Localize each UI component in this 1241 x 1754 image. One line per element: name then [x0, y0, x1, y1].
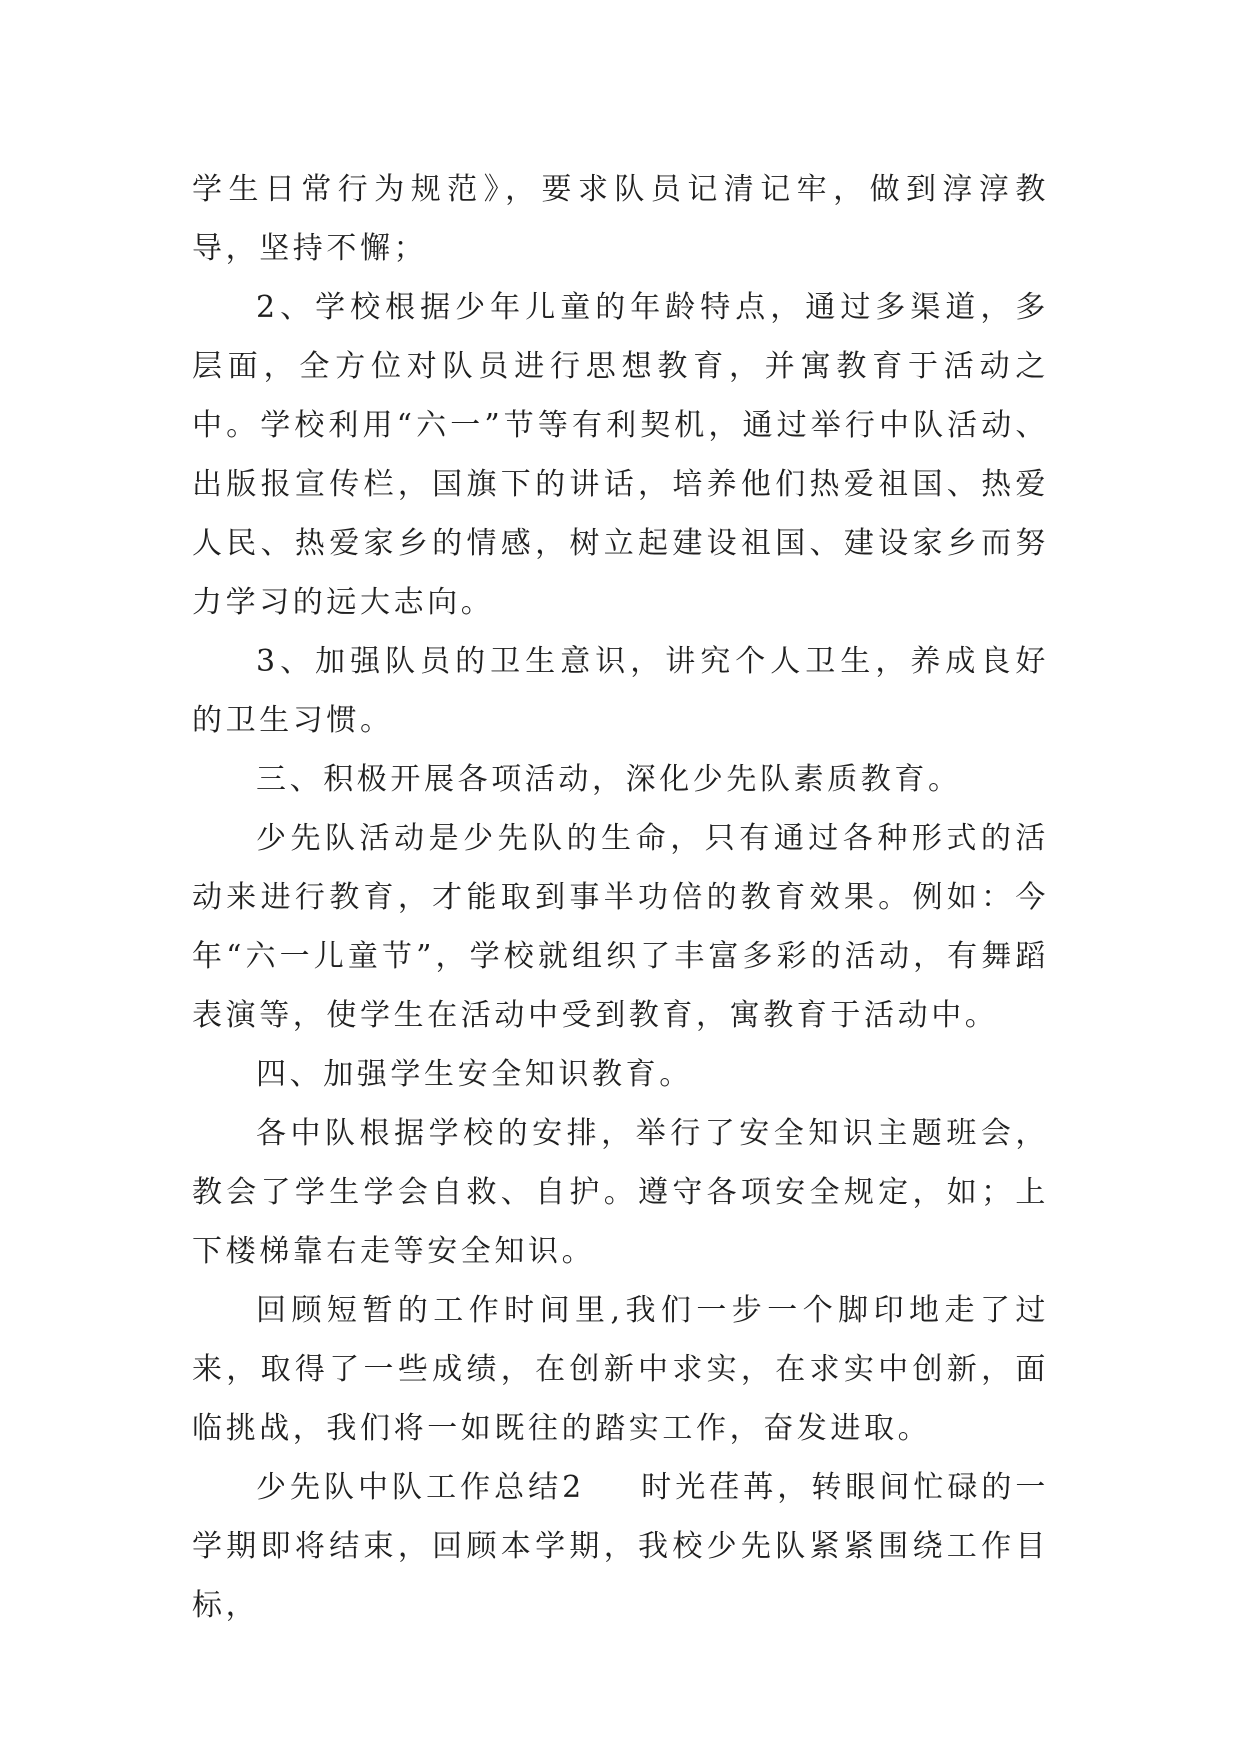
- summary-2-heading: 少先队中队工作总结2: [256, 1470, 585, 1505]
- section-heading-4: 四、加强学生安全知识教育。: [256, 1057, 693, 1092]
- paragraph-activities: 少先队活动是少先队的生命，只有通过各种形式的活动来进行教育，才能取到事半功倍的教育效果。例如：今年“六一儿童节”，学校就组织了丰富多彩的活动，有舞蹈表演等，使学生在活动中受到教育，寓教育于活动中。: [192, 821, 1049, 1033]
- paragraph-item-2: 2、学校根据少年儿童的年龄特点，通过多渠道，多层面，全方位对队员进行思想教育，并寓教育于活动之中。学校利用“六一”节等有利契机，通过举行中队活动、出版报宣传栏，国旗下的讲话，培养他们热爱祖国、热爱人民、热爱家乡的情感，树立起建设祖国、建设家乡而努力学习的远大志向。: [192, 290, 1049, 620]
- document-body: [192, 160, 1049, 1635]
- paragraph-safety: 各中队根据学校的安排，举行了安全知识主题班会，教会了学生学会自救、自护。遵守各项安全规定，如；上下楼梯靠右走等安全知识。: [192, 1116, 1049, 1269]
- paragraph-item-3: 3、加强队员的卫生意识，讲究个人卫生，养成良好的卫生习惯。: [192, 644, 1049, 738]
- section-heading-3: 三、积极开展各项活动，深化少先队素质教育。: [256, 762, 962, 797]
- paragraph-continuation: 学生日常行为规范》，要求队员记清记牢，做到淳淳教导，坚持不懈；: [192, 172, 1049, 266]
- paragraph-review: 回顾短暂的工作时间里,我们一步一个脚印地走了过来，取得了一些成绩，在创新中求实，在求实中创新，面临挑战，我们将一如既往的踏实工作，奋发进取。: [192, 1293, 1049, 1446]
- paragraph-summary-2: [192, 1458, 1049, 1635]
- summary-2-text: 时光荏苒，转眼间忙碌的一学期即将结束，回顾本学期，我校少先队紧紧围绕工作目标，: [192, 1470, 1050, 1623]
